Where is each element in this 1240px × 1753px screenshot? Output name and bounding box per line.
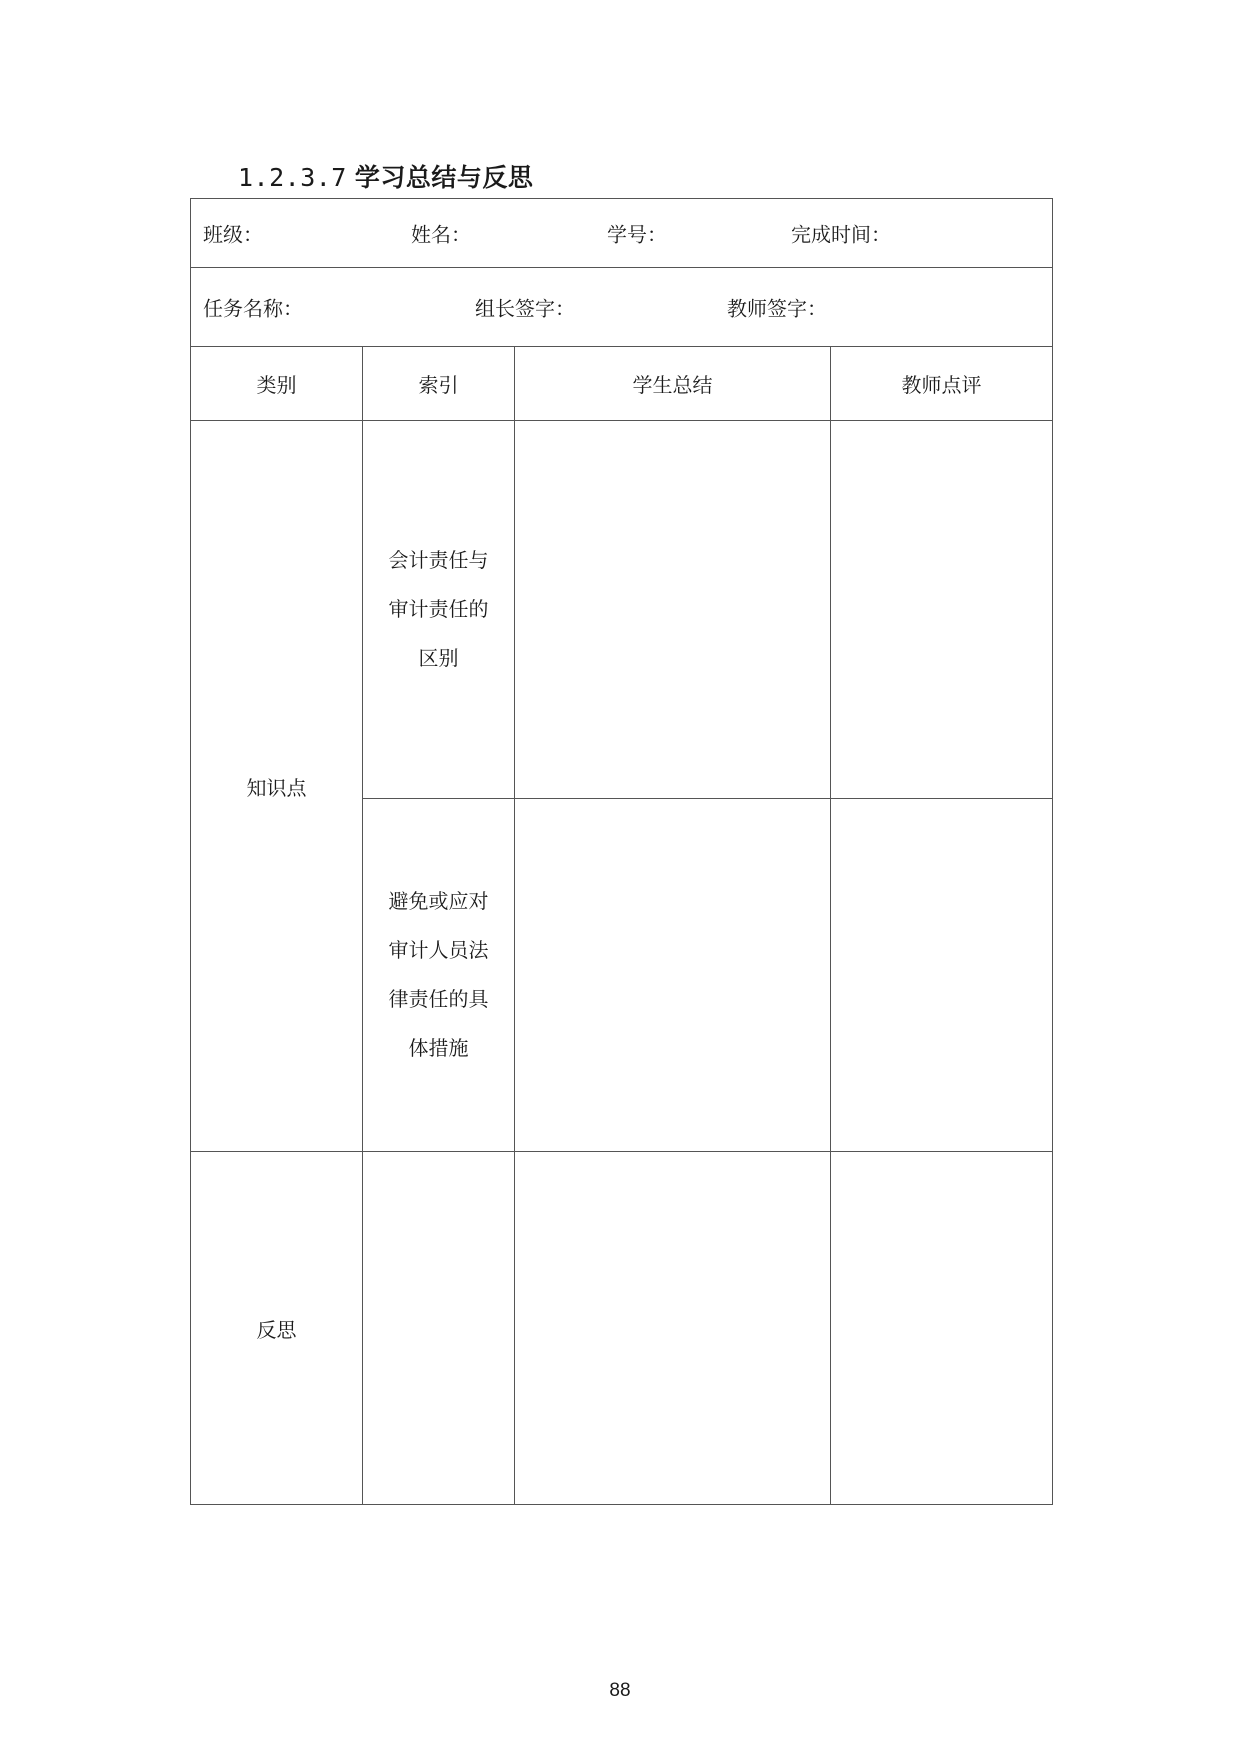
finish-time-label: 完成时间： [791, 222, 891, 247]
info-cell-1 [191, 199, 1053, 268]
section-title: 学习总结与反思 [354, 163, 534, 192]
category-reflection: 反思 [191, 1152, 363, 1505]
info-row-2 [191, 268, 1053, 347]
header-teacher-comment: 教师点评 [831, 347, 1053, 421]
header-index: 索引 [363, 347, 515, 421]
student-summary-cell-2[interactable] [515, 799, 831, 1152]
category-knowledge: 知识点 [191, 421, 363, 1152]
reflection-index-cell[interactable] [363, 1152, 515, 1505]
index-item-1-line: 会计责任与 [388, 548, 489, 572]
reflection-comment-cell[interactable] [831, 1152, 1053, 1505]
section-heading [238, 158, 533, 194]
knowledge-row-1 [191, 421, 1053, 799]
index-item-2-line: 审计人员法 [388, 938, 489, 962]
section-number: 1.2.3.7 [238, 163, 347, 192]
header-row [191, 347, 1053, 421]
reflection-row [191, 1152, 1053, 1505]
teacher-comment-cell-2[interactable] [831, 799, 1053, 1152]
page-number: 88 [609, 1680, 631, 1701]
index-item-2-line: 律责任的具 [388, 987, 489, 1011]
info-row-1 [191, 199, 1053, 268]
index-item-2-line: 体措施 [408, 1036, 469, 1060]
header-student-summary: 学生总结 [515, 347, 831, 421]
summary-reflection-table [190, 198, 1053, 1505]
student-id-label: 学号： [607, 222, 667, 247]
index-item-1 [363, 421, 515, 799]
index-item-2 [363, 799, 515, 1152]
index-item-1-line: 区别 [418, 646, 459, 670]
teacher-comment-cell-1[interactable] [831, 421, 1053, 799]
index-item-1-line: 审计责任的 [388, 597, 489, 621]
header-category: 类别 [191, 347, 363, 421]
student-summary-cell-1[interactable] [515, 421, 831, 799]
reflection-summary-cell[interactable] [515, 1152, 831, 1505]
name-label: 姓名： [411, 222, 471, 247]
teacher-sign-label: 教师签字： [727, 296, 827, 321]
leader-sign-label: 组长签字： [475, 296, 575, 321]
task-name-label: 任务名称： [203, 296, 303, 321]
index-item-2-line: 避免或应对 [388, 889, 489, 913]
info-cell-2 [191, 268, 1053, 347]
class-label: 班级： [203, 222, 263, 247]
